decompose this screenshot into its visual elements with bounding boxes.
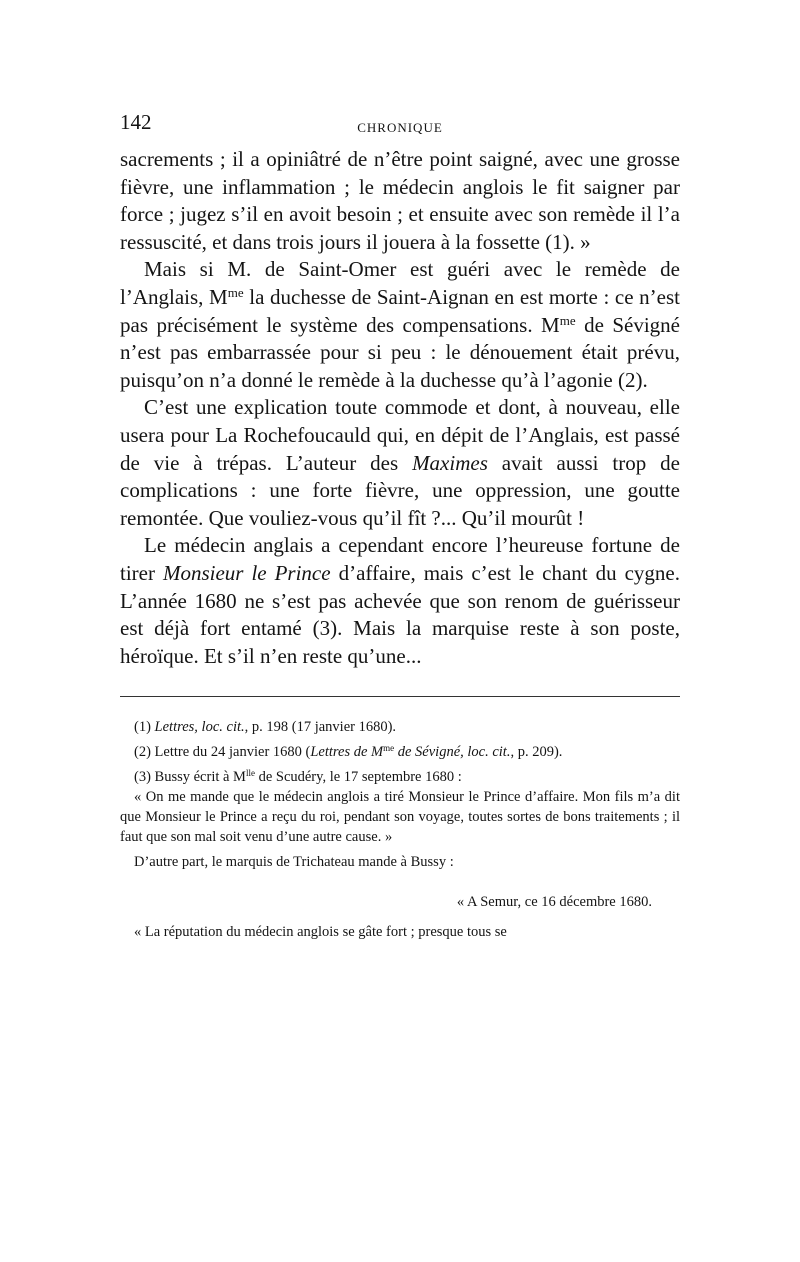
footnote-2: (2) Lettre du 24 janvier 1680 (Lettres de $M^{me}$ de Sévigné, loc. cit., p. 209).	[134, 743, 563, 761]
paragraph: Mais si M. de Saint-Omer est guéri avec le remède de l’Anglais, $M^{me}$ la duchesse de Saint-Aignan en est morte : ce n’est pas précisément le système des compensations. $M^{me}$ de Sévigné n’est pas embarrassée pour si peu : le dénouement était prévu, puisqu’on n’a donné le remède à la duchesse qu’à l’agonie (2).	[120, 257, 680, 392]
footnote-3: (3) Bussy écrit à $M^{lle}$ de Scudéry, le 17 septembre 1680 :	[134, 768, 462, 786]
paragraph-continuation	[120, 146, 680, 256]
main-text	[120, 146, 680, 670]
footnote-3-last-line: « La réputation du médecin anglois se gâte fort ; presque tous se	[134, 924, 507, 941]
footnote-3-quote: « On me mande que le médecin anglois a tiré Monsieur le Prince d’affaire. Mon fils m’a dit que Monsieur le Prince a reçu du roi, pendant son voyage, toutes sortes de bons traitements ; il faut que son mal soit venu d’une autre cause. »	[120, 789, 680, 846]
footnote-3-dateline: « A Semur, ce 16 décembre 1680.	[456, 894, 652, 911]
running-head	[120, 110, 680, 140]
paragraph: C’est une explication toute commode et dont, à nouveau, elle usera pour La Rochefoucauld qui, en dépit de l’Anglais, est passé de vie à trépas. L’auteur des Maximes avait aussi trop de complications : une forte fièvre, une oppression, une goutte remontée. Que vouliez-vous qu’il fît ?... Qu’il mourût !	[120, 395, 681, 530]
book-page	[120, 110, 680, 947]
footnote-3-other: D’autre part, le marquis de Trichateau mande à Bussy :	[134, 854, 454, 871]
footnote-1: (1) Lettres, loc. cit., p. 198 (17 janvier 1680).	[134, 719, 397, 736]
page-number: 142	[120, 110, 152, 134]
footnote-divider	[120, 696, 680, 697]
running-title: CHRONIQUE	[357, 120, 443, 135]
paragraph: Le médecin anglais a cependant encore l’heureuse fortune de tirer Monsieur le Prince d’affaire, mais c’est le chant du cygne. L’année 1680 ne s’est pas achevée que son renom de guérisseur est déjà fort entamé (3). Mais la marquise reste à son poste, héroïque. Et s’il n’en reste qu’une...	[120, 533, 680, 668]
footnotes	[120, 717, 680, 942]
paragraph-text: sacrements ; il a opiniâtré de n’être point saigné, avec une grosse fièvre, une inflammation ; le médecin anglois le fit saigner par force ; jugez s’il en avoit besoin ; et ensuite avec son remède il l’a ressuscité, et dans trois jours il jouera à la fossette (1). »	[120, 147, 680, 254]
